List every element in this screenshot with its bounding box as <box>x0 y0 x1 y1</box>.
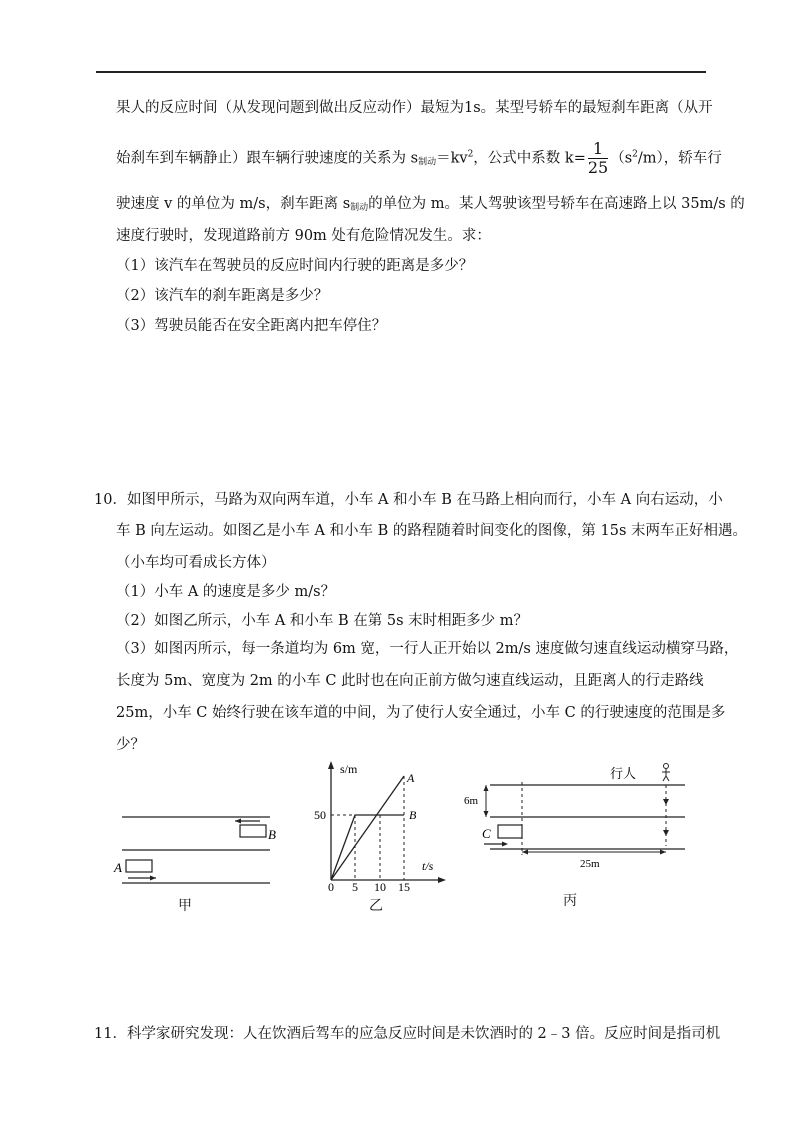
fraction-numerator: 1 <box>588 140 608 159</box>
x-tick-0: 0 <box>328 880 334 893</box>
text-segment: 驶速度 v 的单位为 m/s，刹车距离 s <box>116 196 351 212</box>
text-segment: /m），轿车行 <box>637 150 722 167</box>
text-line-2 <box>116 140 722 177</box>
label-a: A <box>114 860 122 875</box>
question-9-2: （2）该汽车的刹车距离是多少？ <box>116 288 329 304</box>
figure-bing-road <box>460 760 700 875</box>
distance-label: 25m <box>580 858 600 870</box>
question-9-1: （1）该汽车在驾驶员的反应时间内行驶的距离是多少？ <box>116 258 474 274</box>
fraction <box>588 140 608 177</box>
label-b: B <box>268 827 276 842</box>
car-c-label: C <box>482 826 491 841</box>
text-segment: ，公式中系数 k= <box>473 150 586 167</box>
caption-jia: 甲 <box>178 898 192 914</box>
x-tick-10: 10 <box>374 880 386 893</box>
series-a-label: A <box>407 771 415 785</box>
pedestrian-label: 行人 <box>610 766 637 781</box>
question-10-3a: （3）如图丙所示，每一条道均为 6m 宽，一行人正开始以 2m/s 速度做匀速直线运动横穿马路， <box>116 641 739 657</box>
subscript: 制动 <box>350 203 369 213</box>
question-10-3b: 长度为 5m、宽度为 2m 的小车 C 此时也在向正前方做匀速直线运动，且距离人的行走路线 <box>116 673 704 689</box>
width-label: 6m <box>464 795 479 807</box>
car-b <box>240 825 266 837</box>
text-line-4: 速度行驶时，发现道路前方 90m 处有危险情况发生。求： <box>116 228 491 244</box>
series-b-line <box>331 815 404 880</box>
subscript: 制动 <box>418 157 437 168</box>
y-tick-50: 50 <box>314 808 326 822</box>
car-a <box>126 860 152 872</box>
y-axis-label: s/m <box>340 762 358 776</box>
superscript: 2 <box>632 149 638 160</box>
question-9-3: （3）驾驶员能否在安全距离内把车停住？ <box>116 318 387 334</box>
figure-yi-graph <box>310 758 450 893</box>
fraction-denominator: 25 <box>587 158 609 177</box>
series-a-line <box>331 776 404 880</box>
question-10-3d: 少？ <box>116 737 145 753</box>
caption-bing: 丙 <box>563 893 577 909</box>
text-segment: 的单位为 m。某人驾驶该型号轿车在高速路上以 35m/s 的 <box>368 196 745 212</box>
x-tick-5: 5 <box>352 880 358 893</box>
figure-jia-road <box>110 800 290 895</box>
car-c <box>498 825 522 838</box>
x-tick-15: 15 <box>398 880 410 893</box>
text-segment: ＝kv <box>436 150 468 167</box>
header-rule <box>96 71 706 73</box>
problem-10-line-2: 车 B 向左运动。如图乙是小车 A 和小车 B 的路程随着时间变化的图像，第 15s 末两车正好相遇。 <box>116 523 748 539</box>
text-segment: （s <box>610 150 633 167</box>
question-10-1: （1）小车 A 的速度是多少 m/s？ <box>116 584 336 600</box>
person-icon <box>662 764 670 782</box>
x-axis-label: t/s <box>422 859 434 873</box>
problem-11-line-1: 11．科学家研究发现：人在饮酒后驾车的应急反应时间是未饮酒时的 2﹣3 倍。反应时间是指司机 <box>94 1026 721 1042</box>
problem-10-line-1: 10．如图甲所示，马路为双向两车道，小车 A 和小车 B 在马路上相向而行，小车 A 向右运动，小 <box>94 492 723 508</box>
text-line-1: 果人的反应时间（从发现问题到做出反应动作）最短为1s。某型号轿车的最短刹车距离（从开 <box>116 100 713 116</box>
text-line-3 <box>116 192 745 213</box>
caption-yi: 乙 <box>369 898 383 914</box>
series-b-label: B <box>409 808 417 822</box>
superscript: 2 <box>467 149 474 160</box>
question-10-3c: 25m，小车 C 始终行驶在该车道的中间，为了使行人安全通过，小车 C 的行驶速度的范围是多 <box>116 705 726 721</box>
question-10-2: （2）如图乙所示，小车 A 和小车 B 在第 5s 末时相距多少 m？ <box>116 613 529 629</box>
text-segment: 始刹车到车辆静止）跟车辆行驶速度的关系为 s <box>116 150 419 167</box>
problem-10-line-3: （小车均可看成长方体） <box>116 555 276 571</box>
